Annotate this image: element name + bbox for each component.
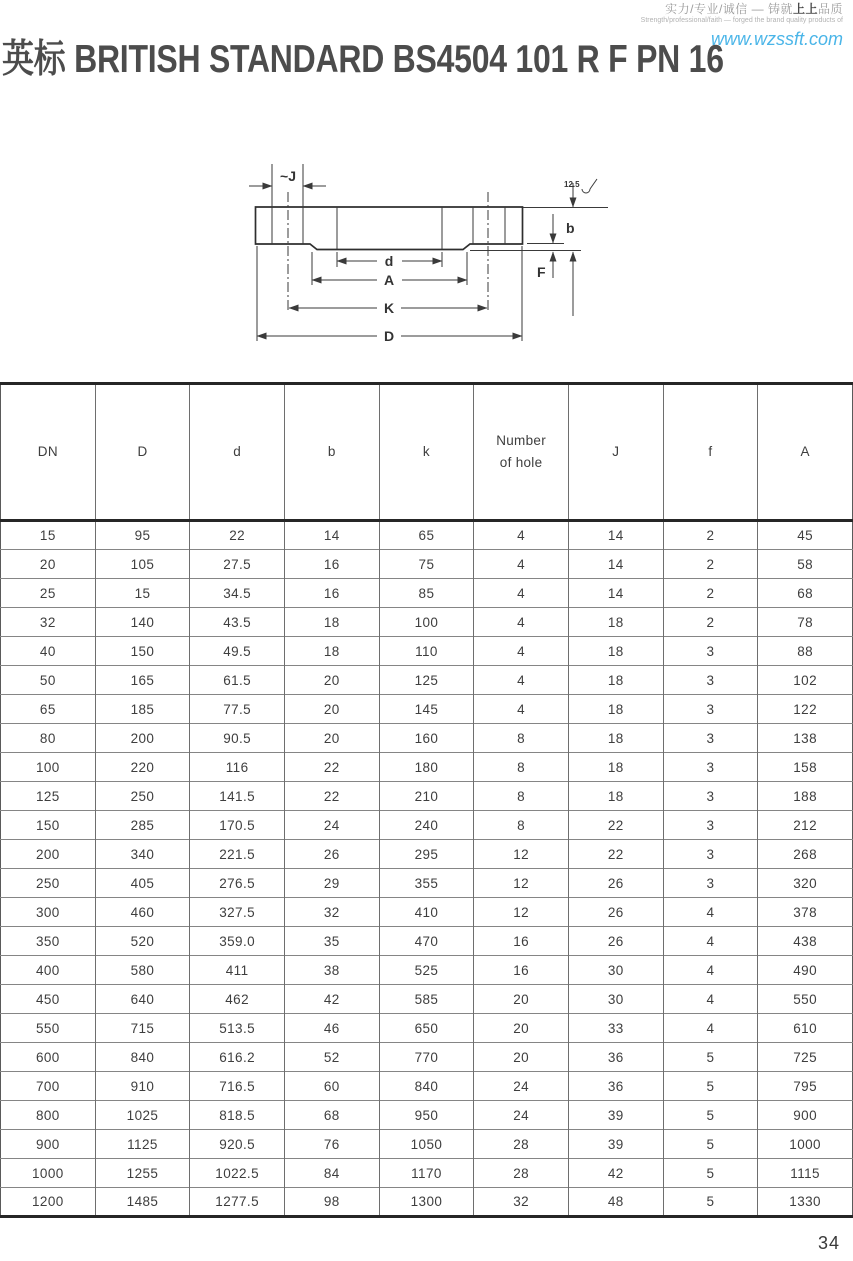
table-cell: 150 [1,811,96,840]
table-cell: 24 [474,1072,569,1101]
table-cell: 4 [663,927,758,956]
table-cell: 276.5 [190,869,285,898]
label-roughness: 12.5 [564,180,580,189]
table-cell: 200 [1,840,96,869]
table-cell: 640 [95,985,190,1014]
table-cell: 20 [284,724,379,753]
table-cell: 125 [1,782,96,811]
table-cell: 125 [379,666,474,695]
table-cell: 52 [284,1043,379,1072]
table-cell: 43.5 [190,608,285,637]
column-header: DN [1,384,96,521]
table-cell: 16 [474,927,569,956]
table-cell: 4 [663,1014,758,1043]
table-row [1,927,853,956]
table-cell: 18 [284,608,379,637]
label-b: b [566,220,575,236]
table-cell: 18 [568,753,663,782]
table-cell: 14 [568,521,663,550]
table-row [1,1043,853,1072]
table-cell: 26 [568,898,663,927]
table-cell: 4 [474,550,569,579]
table-cell: 1000 [1,1159,96,1188]
table-cell: 29 [284,869,379,898]
table-cell: 4 [474,637,569,666]
flange-body [256,164,523,312]
table-cell: 840 [95,1043,190,1072]
table-cell: 400 [1,956,96,985]
column-header: Number of hole [474,384,569,521]
table-cell: 900 [758,1101,853,1130]
table-cell: 36 [568,1043,663,1072]
table-cell: 95 [95,521,190,550]
table-cell: 32 [1,608,96,637]
table-cell: 100 [379,608,474,637]
table-cell: 18 [284,637,379,666]
table-cell: 285 [95,811,190,840]
table-cell: 39 [568,1130,663,1159]
table-cell: 3 [663,840,758,869]
table-cell: 84 [284,1159,379,1188]
table-cell: 920.5 [190,1130,285,1159]
table-cell: 210 [379,782,474,811]
table-cell: 5 [663,1043,758,1072]
table-head [1,384,853,521]
table-cell: 525 [379,956,474,985]
dimension-k [289,300,487,316]
table-cell: 165 [95,666,190,695]
table-cell: 46 [284,1014,379,1043]
table-cell: 725 [758,1043,853,1072]
dimension-j [249,168,326,186]
table-cell: 22 [190,521,285,550]
table-cell: 2 [663,579,758,608]
table-row [1,869,853,898]
table-cell: 3 [663,637,758,666]
table-cell: 88 [758,637,853,666]
table-cell: 27.5 [190,550,285,579]
dimension-f [470,251,581,317]
table-cell: 22 [284,753,379,782]
table-cell: 42 [568,1159,663,1188]
column-header: A [758,384,853,521]
table-cell: 32 [284,898,379,927]
table-cell: 39 [568,1101,663,1130]
table-cell: 98 [284,1188,379,1217]
table-cell: 15 [1,521,96,550]
table-cell: 12 [474,840,569,869]
table-cell: 359.0 [190,927,285,956]
table-cell: 616.2 [190,1043,285,1072]
table-cell: 3 [663,869,758,898]
table-cell: 818.5 [190,1101,285,1130]
table-row [1,608,853,637]
table-cell: 1050 [379,1130,474,1159]
table-cell: 580 [95,956,190,985]
dimension-d [337,253,442,269]
table-cell: 20 [474,1014,569,1043]
table-cell: 61.5 [190,666,285,695]
table-row [1,753,853,782]
table-cell: 2 [663,608,758,637]
table-cell: 16 [474,956,569,985]
table-cell: 1000 [758,1130,853,1159]
table-cell: 26 [568,869,663,898]
table-cell: 5 [663,1159,758,1188]
table-cell: 102 [758,666,853,695]
table-cell: 16 [284,579,379,608]
table-cell: 65 [1,695,96,724]
column-header: d [190,384,285,521]
table-cell: 18 [568,666,663,695]
table-cell: 1330 [758,1188,853,1217]
table-cell: 550 [1,1014,96,1043]
table-cell: 26 [284,840,379,869]
label-big-d: D [383,328,395,344]
table-cell: 250 [1,869,96,898]
table-cell: 4 [474,695,569,724]
table-cell: 8 [474,811,569,840]
table-cell: 30 [568,985,663,1014]
table-cell: 138 [758,724,853,753]
table-cell: 411 [190,956,285,985]
table-cell: 160 [379,724,474,753]
table-cell: 1255 [95,1159,190,1188]
table-cell: 5 [663,1130,758,1159]
table-cell: 700 [1,1072,96,1101]
table-row [1,666,853,695]
table-cell: 378 [758,898,853,927]
table-cell: 4 [474,521,569,550]
roughness-symbol [523,179,608,208]
table-row [1,1188,853,1217]
table-cell: 24 [284,811,379,840]
table-cell: 585 [379,985,474,1014]
table-cell: 438 [758,927,853,956]
table-cell: 240 [379,811,474,840]
table-cell: 38 [284,956,379,985]
table-row [1,1072,853,1101]
table-cell: 3 [663,666,758,695]
table-cell: 4 [663,898,758,927]
table-cell: 715 [95,1014,190,1043]
table-cell: 610 [758,1014,853,1043]
table-cell: 40 [1,637,96,666]
table-row [1,1014,853,1043]
table-cell: 770 [379,1043,474,1072]
table-cell: 450 [1,985,96,1014]
table-cell: 520 [95,927,190,956]
table-cell: 250 [95,782,190,811]
table-row [1,1101,853,1130]
table-row [1,840,853,869]
table-cell: 140 [95,608,190,637]
table-row [1,898,853,927]
label-a: A [383,272,395,288]
table-cell: 600 [1,1043,96,1072]
table-cell: 4 [474,579,569,608]
table-cell: 4 [474,608,569,637]
table-cell: 150 [95,637,190,666]
table-cell: 200 [95,724,190,753]
table-cell: 1115 [758,1159,853,1188]
column-header: b [284,384,379,521]
table-cell: 3 [663,782,758,811]
brand-website: www.wzssft.com [710,28,843,49]
table-cell: 22 [284,782,379,811]
table-cell: 30 [568,956,663,985]
table-cell: 2 [663,521,758,550]
table-cell: 355 [379,869,474,898]
table-cell: 34.5 [190,579,285,608]
table-cell: 220 [95,753,190,782]
table-cell: 75 [379,550,474,579]
table-cell: 122 [758,695,853,724]
column-header: f [663,384,758,521]
table-row [1,811,853,840]
table-cell: 3 [663,724,758,753]
table-cell: 105 [95,550,190,579]
table-cell: 20 [1,550,96,579]
table-cell: 14 [284,521,379,550]
table-cell: 1300 [379,1188,474,1217]
table-cell: 76 [284,1130,379,1159]
table-cell: 45 [758,521,853,550]
table-cell: 327.5 [190,898,285,927]
table-cell: 141.5 [190,782,285,811]
table-cell: 1485 [95,1188,190,1217]
table-cell: 1022.5 [190,1159,285,1188]
table-cell: 33 [568,1014,663,1043]
table-cell: 340 [95,840,190,869]
table-row [1,724,853,753]
table-cell: 100 [1,753,96,782]
table-cell: 18 [568,724,663,753]
table-cell: 18 [568,637,663,666]
table-cell: 48 [568,1188,663,1217]
table-cell: 550 [758,985,853,1014]
table-cell: 490 [758,956,853,985]
table-cell: 185 [95,695,190,724]
table-cell: 840 [379,1072,474,1101]
table-row [1,1159,853,1188]
flange-dimension-table [0,382,853,1218]
table-cell: 170.5 [190,811,285,840]
table-cell: 78 [758,608,853,637]
column-header: k [379,384,474,521]
table-row [1,521,853,550]
table-cell: 68 [284,1101,379,1130]
table-cell: 25 [1,579,96,608]
table-cell: 18 [568,695,663,724]
dimension-b [527,214,575,244]
table-cell: 20 [284,666,379,695]
table-cell: 20 [284,695,379,724]
table-cell: 145 [379,695,474,724]
label-j: ~J [280,168,296,184]
table-cell: 24 [474,1101,569,1130]
flange-drawing [0,0,853,380]
dimension-a [312,272,467,288]
table-cell: 795 [758,1072,853,1101]
table-row [1,985,853,1014]
table-cell: 5 [663,1188,758,1217]
table-cell: 32 [474,1188,569,1217]
table-cell: 180 [379,753,474,782]
table-cell: 1025 [95,1101,190,1130]
table-cell: 18 [568,608,663,637]
table-cell: 158 [758,753,853,782]
table-cell: 85 [379,579,474,608]
label-k: K [383,300,395,316]
table-body [1,521,853,1217]
table-cell: 65 [379,521,474,550]
table-row [1,637,853,666]
table-cell: 26 [568,927,663,956]
table-row [1,550,853,579]
table-cell: 405 [95,869,190,898]
table-cell: 2 [663,550,758,579]
table-cell: 4 [474,666,569,695]
table-cell: 28 [474,1159,569,1188]
table-cell: 14 [568,579,663,608]
table-cell: 1170 [379,1159,474,1188]
table-cell: 5 [663,1101,758,1130]
table-cell: 20 [474,1043,569,1072]
table-cell: 35 [284,927,379,956]
table-header-row [1,384,853,521]
table-cell: 77.5 [190,695,285,724]
table-cell: 188 [758,782,853,811]
table-cell: 410 [379,898,474,927]
page-number: 34 [817,1233,840,1253]
table-cell: 110 [379,637,474,666]
table-cell: 116 [190,753,285,782]
table-cell: 3 [663,811,758,840]
table-cell: 14 [568,550,663,579]
table-cell: 1277.5 [190,1188,285,1217]
table-cell: 80 [1,724,96,753]
table-cell: 8 [474,724,569,753]
table-cell: 350 [1,927,96,956]
table-cell: 212 [758,811,853,840]
table-cell: 20 [474,985,569,1014]
table-row [1,695,853,724]
page-title: 英标 BRITISH STANDARD BS4504 101 R F PN 16 [2,38,724,81]
table-cell: 4 [663,956,758,985]
brand-slogan-en: Strength/professional/faith — forged the brand quality products of [640,17,843,24]
table-cell: 90.5 [190,724,285,753]
table-cell: 60 [284,1072,379,1101]
brand-slogan-cn-pre: 实力/专业/诚信 — 铸就 [665,2,793,16]
table-cell: 68 [758,579,853,608]
table-cell: 320 [758,869,853,898]
table-row [1,579,853,608]
table-cell: 800 [1,1101,96,1130]
table-cell: 221.5 [190,840,285,869]
dimension-big-d [257,328,522,344]
table-row [1,956,853,985]
table-cell: 1125 [95,1130,190,1159]
table-cell: 58 [758,550,853,579]
table-cell: 12 [474,898,569,927]
column-header: J [568,384,663,521]
table-cell: 470 [379,927,474,956]
table-cell: 910 [95,1072,190,1101]
table-cell: 42 [284,985,379,1014]
table-cell: 462 [190,985,285,1014]
table-cell: 22 [568,840,663,869]
table-cell: 650 [379,1014,474,1043]
table-cell: 513.5 [190,1014,285,1043]
table-cell: 5 [663,1072,758,1101]
table-cell: 36 [568,1072,663,1101]
table-cell: 300 [1,898,96,927]
table-cell: 1200 [1,1188,96,1217]
table-cell: 900 [1,1130,96,1159]
table-cell: 295 [379,840,474,869]
table-row [1,1130,853,1159]
table-cell: 716.5 [190,1072,285,1101]
table-cell: 3 [663,695,758,724]
table-cell: 18 [568,782,663,811]
brand-slogan-cn-post: 品质 [817,2,843,16]
column-header: D [95,384,190,521]
table-cell: 4 [663,985,758,1014]
table-cell: 16 [284,550,379,579]
table-cell: 8 [474,782,569,811]
table-cell: 460 [95,898,190,927]
table-cell: 49.5 [190,637,285,666]
table-cell: 28 [474,1130,569,1159]
label-f: F [537,264,546,280]
table-cell: 15 [95,579,190,608]
table-cell: 268 [758,840,853,869]
brand-slogan-cn-bold: 上上 [792,2,818,16]
table-row [1,782,853,811]
table-cell: 50 [1,666,96,695]
table-cell: 22 [568,811,663,840]
table-cell: 3 [663,753,758,782]
table-cell: 950 [379,1101,474,1130]
table-cell: 12 [474,869,569,898]
table-cell: 8 [474,753,569,782]
label-d: d [384,253,394,269]
